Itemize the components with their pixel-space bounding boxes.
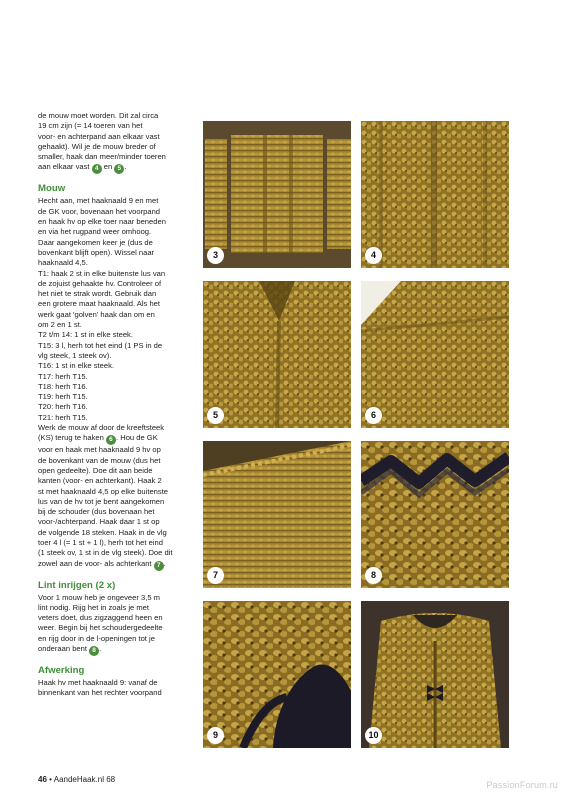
mouw-line: T18: herh T16. [38, 381, 88, 391]
instructions-column [38, 111, 190, 699]
mouw-line: een grotere maat haaknaald. Als het [38, 299, 161, 309]
mouw-line: T2 t/m 14: 1 st in elke steek. [38, 330, 133, 340]
lint-line: veters doet, dus zigzaggend heen en [38, 613, 163, 623]
ribbon-bow-closeup-photo [203, 601, 351, 748]
mouw-line: vlg steek, 1 steek ov). [38, 350, 112, 360]
mouw-line: bovenkant blijft open). Wissel naar [38, 247, 155, 257]
step-badge: 8 [89, 646, 99, 656]
step-badge: 5 [114, 164, 124, 174]
mouw-line: het niet te strak wordt. Gebruik dan [38, 289, 157, 299]
mouw-line: T15: 3 l, herh tot het eind (1 PS in de [38, 340, 163, 350]
intro-line [38, 162, 190, 174]
photo-number: 4 [365, 247, 382, 264]
lint-line: en rijg door in de l-openingen tot je [38, 633, 155, 643]
crochet-stitch-closeup-photo [361, 121, 509, 268]
mouw-line: de zojuist gehaakte hv. Controleer of [38, 278, 162, 288]
photo-number: 8 [365, 567, 382, 584]
mouw-line: de volgende 18 steken. Haak in de vlg [38, 527, 167, 537]
lint-line [38, 644, 190, 656]
intro-line: 19 cm zijn (= 14 toeren van het [38, 121, 143, 131]
mouw-line: (1 steek ov, 1 st in de vlg steek). Doe dit [38, 548, 173, 558]
lint-line: Voor 1 mouw heb je ongeveer 3,5 m [38, 592, 160, 602]
mouw-line: lus van de hv tot je bent aangekomen [38, 496, 165, 506]
page-footer [38, 775, 115, 784]
mouw-text: zowel aan de voor- als achterkant [38, 558, 152, 568]
mouw-line: voor-/achterpand. Haak daar 1 st op [38, 517, 160, 527]
mouw-line: en haak hv op elke toer naar beneden [38, 217, 166, 227]
lint-line: lint nodig. Rijg het in zoals je met [38, 602, 150, 612]
crochet-panels-photo [203, 121, 351, 268]
magazine-name: AandeHaak.nl 68 [53, 775, 116, 784]
mouw-paragraph [38, 196, 190, 570]
page-number: 46 [38, 775, 47, 784]
afwerking-line: binnenkant van het rechter voorpand [38, 688, 162, 698]
intro-line: gehaakt). Wil je de mouw breder of [38, 141, 156, 151]
footer-bullet: • [49, 775, 52, 784]
intro-line: smaller, haak dan meer/minder toeren [38, 152, 166, 162]
mouw-line: T21: herh T15. [38, 412, 88, 422]
photo-number: 3 [207, 247, 224, 264]
step-badge: 4 [92, 164, 102, 174]
mouw-line: Daar aangekomen keer je (dus de [38, 237, 153, 247]
intro-text: aan elkaar vast [38, 162, 90, 172]
mouw-line: bij de schouder (dus bovenaan het [38, 507, 155, 517]
photo-number: 5 [207, 407, 224, 424]
mouw-line: Werk de mouw af door de kreeftsteek [38, 423, 165, 433]
afwerking-paragraph [38, 678, 190, 699]
lint-text: . [99, 644, 102, 654]
intro-line: voor- en achterpand aan elkaar vast [38, 131, 160, 141]
lint-text: onderaan bent [38, 644, 87, 654]
intro-line: de mouw moet worden. Dit zal circa [38, 111, 159, 120]
mouw-line: T16: 1 st in elke steek. [38, 361, 114, 371]
section-heading-lint: Lint inrijgen (2 x) [38, 579, 116, 591]
mouw-line: voor en haak met haaknaald 9 hv op [38, 445, 161, 455]
mouw-line: de GK voor, bovenaan het voorpand [38, 206, 161, 216]
mouw-line: T20: herh T16. [38, 402, 88, 412]
mouw-text: . [163, 558, 166, 568]
photo-number: 7 [207, 567, 224, 584]
intro-paragraph [38, 111, 190, 174]
mouw-line [38, 433, 190, 445]
mouw-line: de bovenkant van de mouw (dus het [38, 455, 161, 465]
crochet-edge-photo [203, 441, 351, 588]
lint-paragraph [38, 593, 190, 656]
step-badge: 6 [106, 435, 116, 445]
mouw-line: haaknaald 4,5. [38, 258, 88, 268]
mouw-line: st met haaknaald 4,5 op elke buitenste [38, 486, 169, 496]
mouw-text: (KS) terug te haken [38, 433, 104, 443]
lint-line: weer. Begin bij het schoudergedeelte [38, 623, 163, 633]
crochet-v-neck-photo [203, 281, 351, 428]
intro-text: en [103, 162, 113, 172]
afwerking-line: Haak hv met haaknaald 9: vanaf de [38, 678, 158, 688]
ribbon-laced-photo [361, 441, 509, 588]
mouw-text: . Hou de GK [115, 433, 158, 443]
photo-number: 9 [207, 727, 224, 744]
mouw-line: T19: herh T15. [38, 392, 88, 402]
watermark: PassionForum.ru [486, 780, 558, 790]
photo-number: 10 [365, 727, 382, 744]
mouw-line: open gedeelte). Doe dit aan beide [38, 465, 153, 475]
mouw-line [38, 559, 190, 571]
crochet-shoulder-photo [361, 281, 509, 428]
mouw-line: werk gaat 'golven' haak dan om en [38, 309, 155, 319]
section-heading-afwerking: Afwerking [38, 665, 85, 677]
mouw-line: toer 4 l (= 1 st + 1 l), herh tot het eind [38, 537, 163, 547]
mouw-line: Hecht aan, met haaknaald 9 en met [38, 196, 159, 206]
step-badge: 7 [154, 561, 164, 571]
mouw-line: T1: haak 2 st in elke buitenste lus van [38, 268, 166, 278]
mouw-line: kanten (voor- en achterkant). Haak 2 [38, 476, 162, 486]
finished-cardigan-photo [361, 601, 509, 748]
mouw-line: T17: herh T15. [38, 371, 88, 381]
intro-text: . [124, 162, 127, 172]
section-heading-mouw: Mouw [38, 183, 66, 195]
mouw-line: en via het rugpand weer omhoog. [38, 227, 152, 237]
mouw-line: om 2 en 1 st. [38, 320, 82, 330]
photo-number: 6 [365, 407, 382, 424]
